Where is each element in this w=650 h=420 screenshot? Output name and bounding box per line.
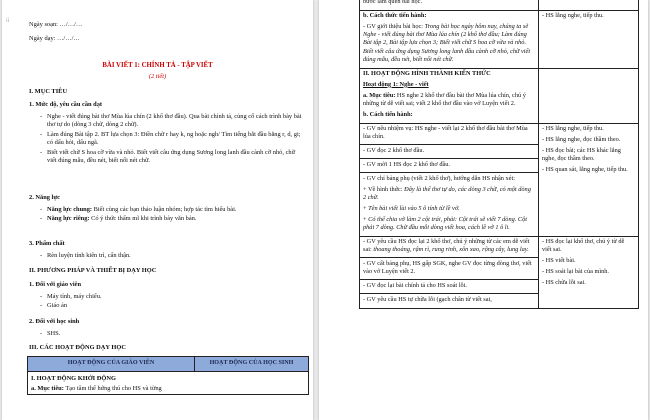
teacher-activity-line: - GV yêu cầu HS tự chữa lỗi (gạch chân từ viết sai,: [363, 296, 492, 304]
table-row: [360, 123, 639, 236]
heading-pham-chat: 3. Phẩm chất: [29, 240, 65, 247]
drag-handle-icon[interactable]: ⁞⁞: [6, 18, 10, 24]
heading-hoc-sinh: 2. Đối với học sinh: [29, 318, 80, 325]
teacher-activity-line: + Về hình thức: Đây là thể thơ tự do, các dòng 3 chữ, có một dòng 2 chữ.: [363, 185, 531, 201]
row-khoi-dong: I. HOẠT ĐỘNG KHỞI ĐỘNG: [31, 375, 116, 382]
table-row: [360, 10, 639, 68]
heading-nang-luc: 2. Năng lực: [29, 194, 60, 201]
teacher-activity-line: + Tên bài viết lùi vào 5 ô tính từ lề vở.: [363, 204, 460, 212]
header-teacher: HOẠT ĐỘNG CỦA GIÁO VIÊN: [28, 357, 195, 372]
student-activity-line: - HS lắng nghe, tiếp thu.: [542, 124, 604, 132]
lesson-title: BÀI VIẾT 1: CHÍNH TẢ - TẬP VIẾT: [102, 62, 213, 69]
section-phuong-phap: II. PHƯƠNG PHÁP VÀ THIẾT BỊ DẠY HỌC: [29, 267, 157, 274]
lesson-subtitle: (2 tiết): [148, 73, 167, 80]
table-row: [360, 236, 639, 308]
student-activity-line: - HS soát lại bài của mình.: [542, 267, 609, 275]
teacher-activity-line: bước làm quen bài học.: [363, 0, 423, 5]
competency-list: - Năng lực chung: Biết cùng các bạn thảo luận nhóm; hợp tác tìm hiểu bài. - Năng lực riêng: Có ý thức thẩm mĩ khi trình bày văn bản.: [38, 206, 302, 225]
student-activity-line: - HS đọc lại khổ thơ, chú ý từ dễ viết sai.: [542, 237, 625, 254]
date-teach: Ngày dạy: …/…/…: [29, 35, 80, 42]
activity-table-continued: [359, 0, 639, 309]
objective-item: - Biết viết chữ S hoa cỡ vừa và nhỏ. Biết viết câu ứng dụng Sương long lanh đầu cành cỡ nhỏ, chữ viết đúng mẫu, đều nét, biết nối nét chữ.: [38, 149, 302, 166]
student-activity-line: - HS viết bài.: [542, 257, 576, 265]
section-muc-tieu: I. MỤC TIÊU: [29, 88, 68, 95]
teacher-activity-line: - GV nêu nhiệm vụ: HS nghe - viết lại 2 khổ thơ đầu bài thơ Mùa lúa chín.: [363, 124, 528, 141]
teacher-activity-line: - GV cất bảng phụ, HS gấp SGK, nghe GV đọc từng dòng thơ, viết vào vở Luyện viết 2.: [363, 260, 532, 276]
teacher-activity-line: - GV chỉ bảng phụ (viết 2 khổ thơ), hướng dẫn HS nhận xét:: [363, 174, 515, 182]
teacher-activity-line: - GV đọc lại bài chính tả cho HS soát lỗi.: [363, 282, 467, 290]
student-activity-line: - HS lắng nghe, tiếp thu.: [542, 11, 604, 19]
heading-giao-vien: 1. Đối với giáo viên: [29, 281, 82, 288]
student-activity-line: - HS đọc bài; các HS khác lắng nghe, đọc thầm theo.: [542, 146, 621, 162]
document-page-left: ⁞⁞ Ngày soạn: …/…/… Ngày dạy: …/…/… BÀI VIẾT 1: CHÍNH TẢ - TẬP VIẾT (2 tiết) I. MỤC TIÊU 1. Mức độ, yêu cầu cần đạt - Nghe - viết đúng bài thơ Mùa lúa chín (2 khổ thơ đầu). Qua bài chính tả, củng cố cách trình bày bài thơ tự do (dòng 3 chữ, dòng 2 chữ). - Làm đúng Bài tập 2. BT lựa chọn 3: Điền chữ r hay k, ng hoặc ngh/ Tìm tiếng bắt đầu bằng r, d, gi; có dấu hỏi, dấu ngã. - Biết viết chữ S hoa cỡ vừa và nhỏ. Biết viết câu ứng dụng Sương long lanh đầu cành cỡ nhỏ, chữ viết đúng mẫu, đều nét, biết nối nét chữ. 2. Năng lực - Năng lực chung: Biết cùng các bạn thảo luận nhóm; hợp tác tìm hiểu bài. - Năng lực riêng: Có ý thức thẩm mĩ khi trình bày văn bản. 3. Phẩm chất - Rèn luyện tính kiên trì, cẩn thận. II. PHƯƠNG PHÁP VÀ THIẾT BỊ DẠY HỌC 1. Đối với giáo viên - Máy tính, máy chiếu. - Giáo án 2. Đối với học sinh - SHS. III. CÁC HOẠT ĐỘNG DẠY HỌC HOẠT ĐỘNG CỦA GIÁO VIÊN HOẠT ĐỘNG CỦA HỌC SINH I. HOẠT ĐỘNG KHỞI ĐỘNG a. Mục tiêu: Tạo tâm thế hứng thú cho HS và từng: [2, 0, 313, 420]
activity-table: HOẠT ĐỘNG CỦA GIÁO VIÊN HOẠT ĐỘNG CỦA HỌC SINH I. HOẠT ĐỘNG KHỞI ĐỘNG a. Mục tiêu: Tạo tâm thế hứng thú cho HS và từng: [27, 356, 309, 395]
objective-item: - Nghe - viết đúng bài thơ Mùa lúa chín (2 khổ thơ đầu). Qua bài chính tả, củng cố cách trình bày bài thơ tự do (dòng 3 chữ, dòng 2 chữ).: [38, 113, 302, 130]
objectives-list: [38, 113, 302, 167]
teacher-activity-line: a. Mục tiêu: HS nghe 2 khổ thơ đầu bài thơ Mùa lúa chín, chú ý những từ dễ viết sai; viết 2 khổ thơ đầu vào vở Luyện viết 2.: [363, 91, 526, 107]
student-activity-line: - HS chữa lỗi sai.: [542, 278, 586, 286]
section-hoat-dong: III. CÁC HOẠT ĐỘNG DẠY HỌC: [29, 344, 126, 351]
student-activity-line: - HS quan sát, lắng nghe, tiếp thu.: [542, 165, 628, 173]
student-activity-line: - HS lắng nghe, đọc thầm theo.: [542, 135, 621, 143]
heading-muc-do: 1. Mức độ, yêu cầu cần đạt: [29, 101, 103, 108]
teacher-activity-line: - GV giới thiệu bài học: Trong bài học ngày hôm nay, chúng ta sẽ Nghe - viết đúng bài thơ Mùa lúa chín (2 khổ thơ đầu; Làm đúng Bài tập 2, Bài tập lựa chọn 3; Biết viết chữ S hoa cỡ vừa và nhỏ. Biết viết câu ứng dụng Sương long lanh đầu cành cỡ nhỏ, chữ viết đúng mẫu, đều nét, biết nối nét chữ.: [363, 22, 531, 63]
date-compose: Ngày soạn: …/…/…: [29, 21, 83, 28]
teacher-activity-line: - GV đọc 2 khổ thơ đầu.: [363, 146, 425, 154]
teacher-activity-line: b. Cách thức tiến hành:: [363, 11, 427, 19]
table-row: [360, 68, 639, 123]
teacher-activity-line: Hoạt động 1: Nghe - viết: [363, 80, 429, 88]
teacher-activity-line: + Có thể chia vở làm 2 cột trái, phải: Cột trái sẽ viết 7 dòng. Cột phải 7 dòng. Chữ đầu mỗi dòng viết hoa, cách lề vở 1 ô li.: [363, 215, 527, 231]
objective-item: - Làm đúng Bài tập 2. BT lựa chọn 3: Điền chữ r hay k, ng hoặc ngh/ Tìm tiếng bắt đầu bằng r, d, gi; có dấu hỏi, dấu ngã.: [38, 131, 302, 148]
document-page-right: [319, 0, 648, 420]
table-row: [360, 0, 639, 10]
teacher-activity-line: - GV mời 1 HS đọc 2 khổ thơ đầu.: [363, 160, 451, 168]
header-student: HOẠT ĐỘNG CỦA HỌC SINH: [195, 357, 309, 372]
teacher-activity-line: II. HOẠT ĐỘNG HÌNH THÀNH KIẾN THỨC: [363, 69, 491, 77]
teacher-activity-line: b. Cách tiến hành:: [363, 110, 413, 118]
teacher-activity-line: - GV yêu cầu HS đọc lại 2 khổ thơ, chú ý những từ các em dễ viết sai: thoang thoảng, rậm rì, rung rinh, xôn xao, rộng cây, lung lay.: [363, 237, 530, 254]
